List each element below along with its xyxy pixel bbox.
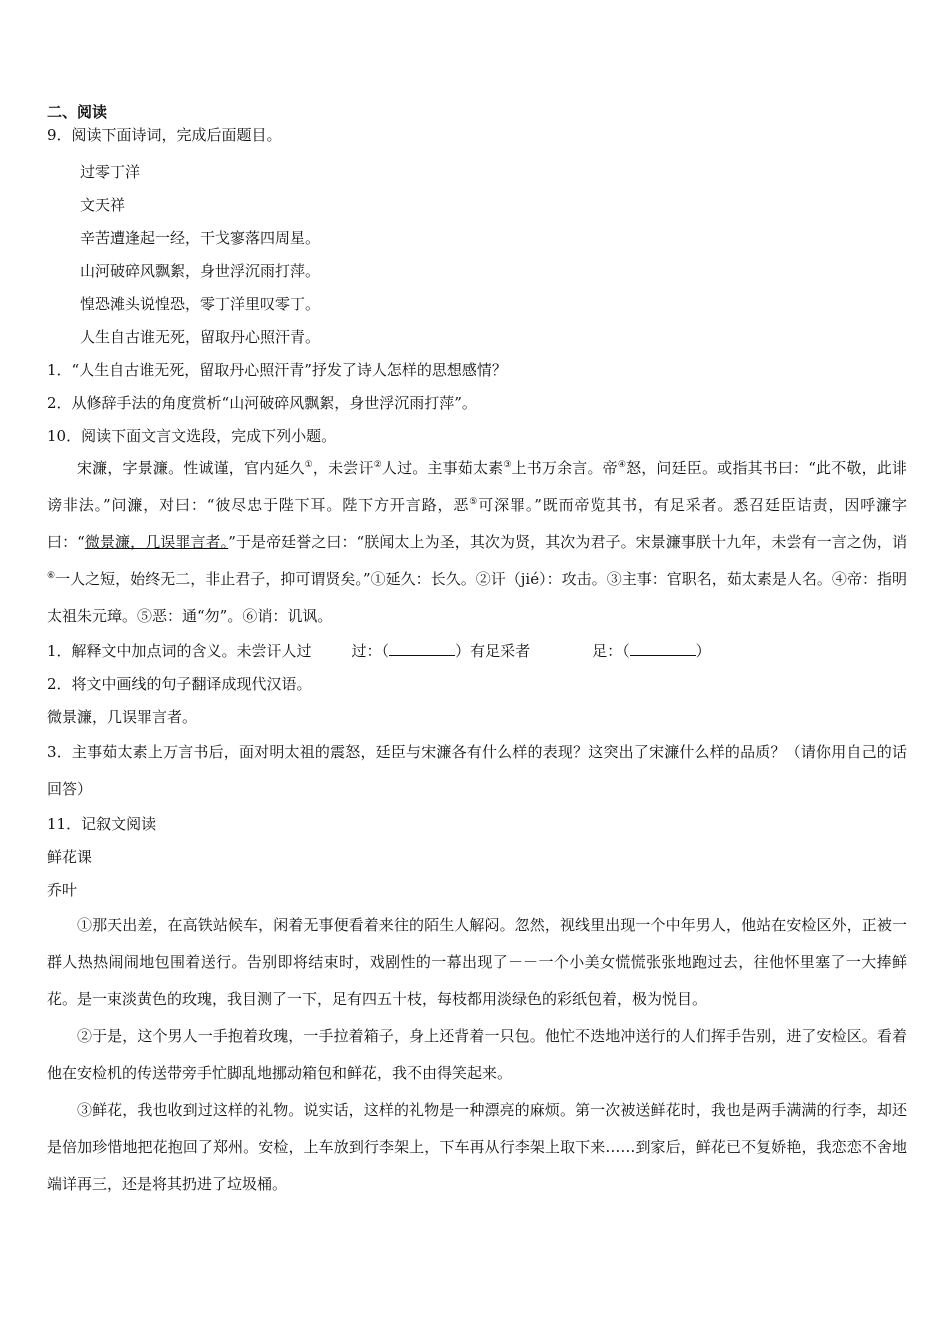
q10-sub1-word1: 过：（ [351,642,390,660]
underlined-sentence: 微景濂，几误罪言者。 [84,533,229,551]
passage-text: ”于是帝廷誉之曰：“朕闻太上为圣，其次为贤，其次为君子。宋景濂事朕十九年，未尝有一言之伪，诮 [228,533,907,551]
footnote-mark: ③ [503,460,512,470]
poem-title: 过零丁洋 [80,163,141,181]
q9-sub1: 1．“人生自古谁无死，留取丹心照汗青”抒发了诗人怎样的思想感情？ [47,361,507,379]
answer-blank-2[interactable] [630,641,696,656]
poem-line: 山河破碎风飘絮，身世浮沉雨打萍。 [80,262,321,280]
passage-text: 一人之短，始终无二，非止君子，抑可谓贤矣。”①延久：长久。②讦（jié）：攻击。③主事：官职名，茹太素是人名。④帝：指明太祖朱元璋。⑤恶：通“勿”。⑥诮：讥讽。 [47,570,907,625]
answer-blank-1[interactable] [389,641,455,656]
poem-line: 惶恐滩头说惶恐，零丁洋里叹零丁。 [80,295,321,313]
footnote-mark: ④ [617,460,627,470]
section-title: 二、阅读 [47,103,108,121]
story-paragraph: ①那天出差，在高铁站候车，闲着无事便看着来往的陌生人解闷。忽然，视线里出现一个中年男人，他站在安检区外，正被一群人热热闹闹地包围着送行。告别即将结束时，戏剧性的一幕出现了－－一个小美女慌慌张张地跑过去，往他怀里塞了一大捧鲜花。是一束淡黄色的玫瑰，我目测了一下，足有四五十枝，每枝都用淡绿色的彩纸包着，极为悦目。 [47,916,907,1008]
q10-sub3: 3．主事茹太素上万言书后，面对明太祖的震怒，廷臣与宋濂各有什么样的表现？这突出了宋濂什么样的品质？（请你用自己的话回答） [47,743,907,798]
q10-sub1-close1: ）有足采者 [455,642,531,660]
story-paragraph: ③鲜花，我也收到过这样的礼物。说实话，这样的礼物是一种漂亮的麻烦。第一次被送鲜花时，我也是两手满满的行李，却还是倍加珍惜地把花抱回了郑州。安检，上车放到行李架上，下车再从行李架上取下来……到家后，鲜花已不复娇艳，我恋恋不舍地端详再三，还是将其扔进了垃圾桶。 [47,1101,907,1193]
classical-passage [47,450,907,635]
poem-line: 人生自古谁无死，留取丹心照汗青。 [80,328,321,346]
footnote-mark: ⑥ [47,571,56,581]
footnote-mark: ⑤ [469,497,479,507]
q10-sub1-close2: ） [695,642,711,660]
passage-text: 怒，问廷臣。或指其书曰：“此不敬，此诽谤非法。”问濂，对曰：“彼尽忠于陛下耳。陛下方开言路，恶 [47,459,907,514]
poem-line: 辛苦遭逢起一经，干戈寥落四周星。 [80,229,321,247]
story-title: 鲜花课 [47,848,93,866]
passage-text: 人过。主事茹太素 [381,459,504,477]
story-paragraph: ②于是，这个男人一手抱着玫瑰，一手拉着箱子，身上还背着一只包。他忙不迭地冲送行的人们挥手告别，进了安检区。看着他在安检机的传送带旁手忙脚乱地挪动箱包和鲜花，我不由得笑起来。 [47,1027,907,1082]
footnote-mark: ② [373,460,382,470]
passage-text: ，未尝讦 [312,459,374,477]
passage-text: 可深罪。”既而帝览其书，有足采者。悉召廷臣诘责，因呼濂字曰：“ [47,496,908,551]
passage-text: 上书万余言。帝 [511,459,618,477]
q9-prompt: 9．阅读下面诗词，完成后面题目。 [47,126,282,144]
q11-prompt: 11．记叙文阅读 [47,815,157,833]
document-page [47,100,907,1203]
q10-sub2: 2．将文中画线的句子翻译成现代汉语。 [47,675,312,693]
footnote-mark: ① [304,460,313,470]
q10-sub1-label: 1．解释文中加点词的含义。未尝讦人过 [47,642,312,660]
q9-sub2: 2．从修辞手法的角度赏析“山河破碎风飘絮，身世浮沉雨打萍”。 [47,394,477,412]
q10-sub1 [47,635,907,668]
story-author: 乔叶 [47,881,78,899]
q10-sub1-word2: 足：（ [592,642,630,660]
q10-prompt: 10．阅读下面文言文选段，完成下列小题。 [47,427,337,445]
passage-text: 宋濂，字景濂。性诚谨，官内延久 [77,459,305,477]
poem-author: 文天祥 [80,196,126,214]
q10-sub2-sentence: 微景濂，几误罪言者。 [47,708,198,726]
